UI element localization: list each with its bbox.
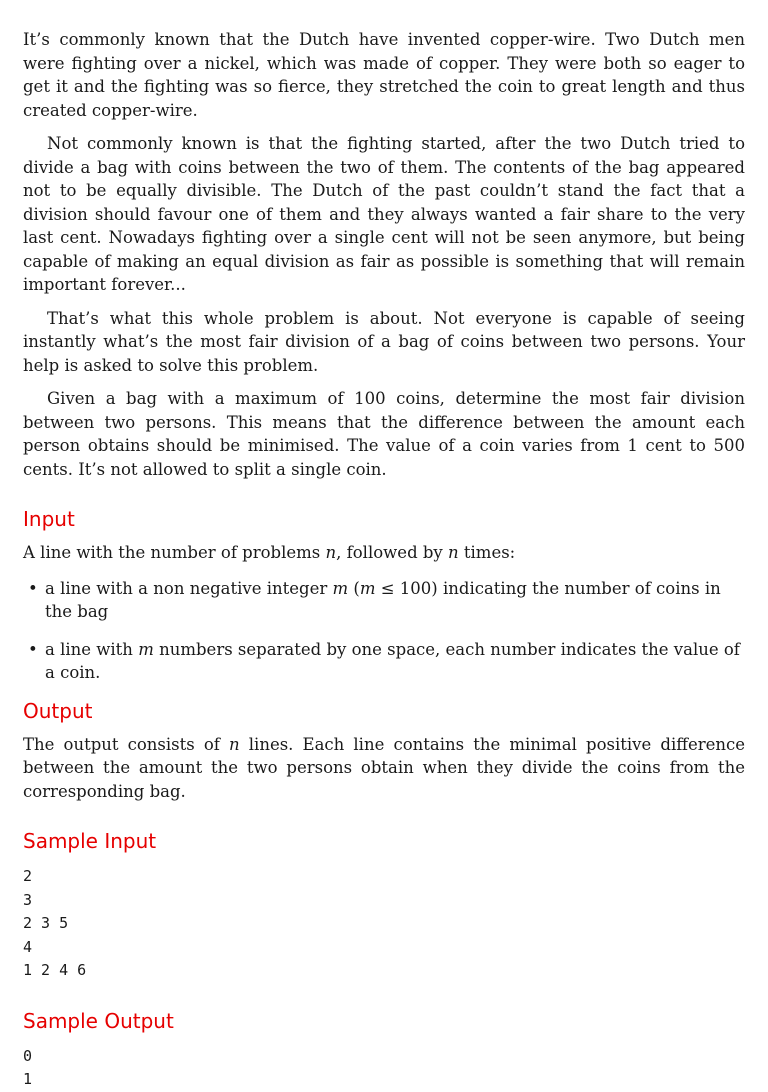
sample-input-block bbox=[23, 865, 745, 983]
statement-paragraph-2: Not commonly known is that the fighting started, after the two Dutch tried to divide a bag with coins between the two of them. The contents of the bag appeared not to be equally divisible. The Dutch of the past couldn’t stand the fact that a division should favour one of them and they always wanted a fair share to the very last cent. Nowadays fighting over a single cent will not be seen anymore, but being capable of making an equal division as fair as possible is something that will remain important forever... bbox=[23, 134, 745, 294]
output-heading: Output bbox=[23, 698, 93, 723]
problem-content bbox=[23, 28, 745, 1092]
output-description: The output consists of n lines. Each line contains the minimal positive difference between the amount the two persons obtain when they divide the coins from the corresponding bag. bbox=[23, 734, 745, 801]
sample-input-line: 1 2 4 6 bbox=[23, 961, 87, 979]
sample-input-line: 3 bbox=[23, 890, 33, 909]
input-format-list bbox=[23, 577, 745, 685]
input-intro: A line with the number of problems n, followed by n times: bbox=[23, 543, 516, 562]
statement-paragraph-4: Given a bag with a maximum of 100 coins, determine the most fair division between two persons. This means that the difference between the amount each person obtains should be minimised. The value of a coin varies from 1 cent to 500 cents. It’s not allowed to split a single coin. bbox=[23, 389, 745, 479]
input-format-item-2: • a line with m numbers separated by one space, each number indicates the value of a coin. bbox=[45, 638, 745, 685]
sample-output-heading: Sample Output bbox=[23, 1008, 174, 1033]
sample-input-line: 4 bbox=[23, 937, 33, 956]
input-format-item-1: • a line with a non negative integer m (m ≤ 100) indicating the number of coins in the bag bbox=[45, 577, 745, 624]
sample-input-line: 2 bbox=[23, 867, 33, 885]
sample-output-block bbox=[23, 1045, 745, 1092]
statement-paragraph-1: It’s commonly known that the Dutch have invented copper-wire. Two Dutch men were fighting over a nickel, which was made of copper. They were both so eager to get it and the fighting was so fierce, they stretched the coin to great length and thus created copper-wire. bbox=[23, 30, 745, 120]
sample-input-line: 2 3 5 bbox=[23, 914, 69, 932]
sample-output-line: 1 bbox=[23, 1070, 33, 1088]
input-heading: Input bbox=[23, 507, 75, 531]
sample-input-heading: Sample Input bbox=[23, 829, 157, 853]
statement-paragraph-3: That’s what this whole problem is about. Not everyone is capable of seeing instantly what’s the most fair division of a bag of coins between two persons. Your help is asked to solve this problem. bbox=[23, 308, 745, 375]
sample-output-line: 0 bbox=[23, 1046, 33, 1065]
